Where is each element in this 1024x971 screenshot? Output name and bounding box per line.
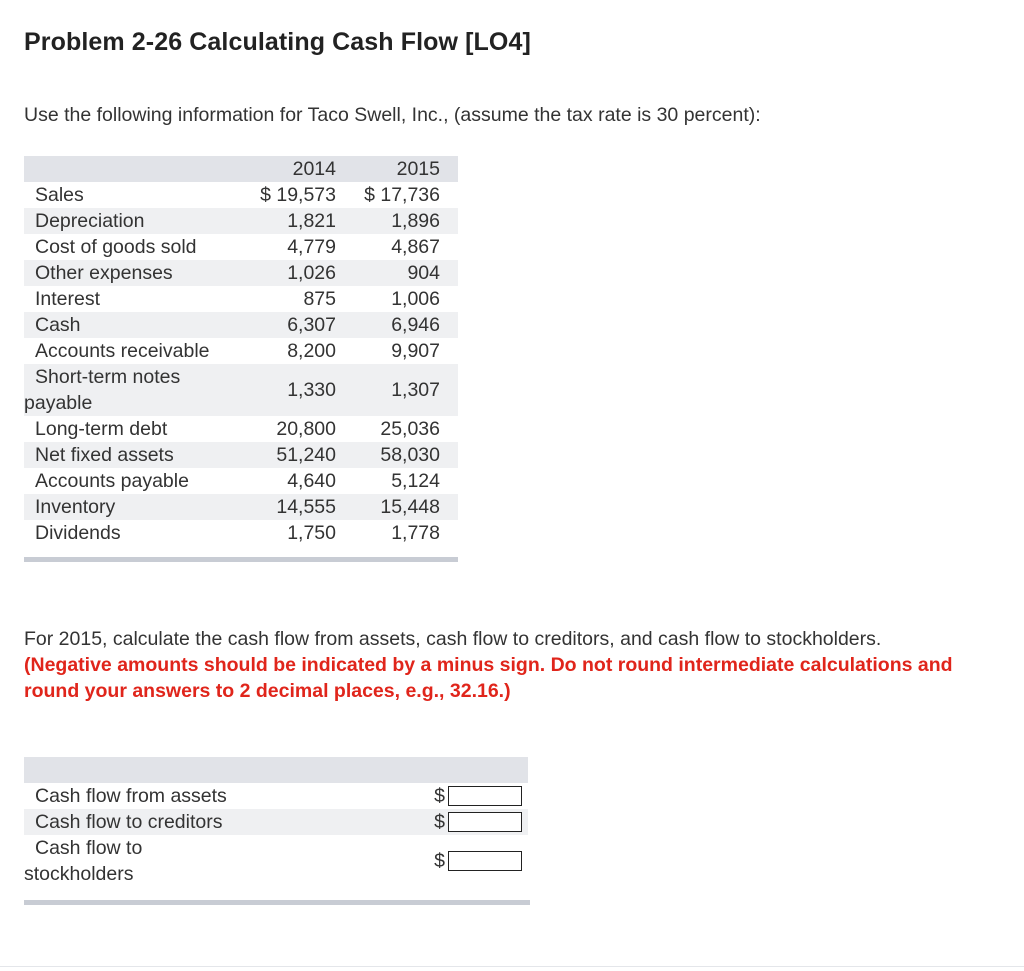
table-row [24,312,458,338]
value-2015: 6,946 [336,312,458,338]
table-row [24,286,458,312]
row-label: Interest [35,288,101,310]
dollar-sign: $ [425,809,448,835]
table-bottom-rule [24,557,458,562]
answer-table [24,757,528,887]
value-2014: 1,026 [238,260,336,286]
dollar-sign: $ [434,850,445,872]
answer-row-cash-flow-to-stockholders [24,835,528,887]
question-text: For 2015, calculate the cash flow from assets, cash flow to creditors, and cash flow to stockholders. [24,628,882,650]
answer-label-line-1: Cash flow to [35,837,143,859]
value-2014: 1,330 [238,364,336,416]
problem-title: Problem 2-26 Calculating Cash Flow [LO4] [24,28,531,56]
value-2014: 51,240 [238,442,336,468]
row-label [24,364,238,416]
row-label: Cash [24,312,238,338]
table-row [24,520,458,546]
table-row [24,182,458,208]
value-2014: $ 19,573 [260,184,336,206]
value-2014: 1,821 [238,208,336,234]
value-2015: 15,448 [336,494,458,520]
table-row [24,364,458,416]
value-2015: 1,896 [336,208,458,234]
value-2015: 9,907 [391,340,440,362]
answer-header-row [24,757,528,783]
answer-label-line-2: stockholders [24,863,134,885]
answer-cell [448,783,528,809]
row-label: Net fixed assets [24,442,238,468]
row-label: Accounts receivable [35,340,210,362]
value-2014: 8,200 [287,340,336,362]
answer-label [24,835,425,887]
table-row [24,338,458,364]
dollar-sign: $ [434,785,445,807]
page-bottom-divider [0,966,1024,967]
table-row [24,468,458,494]
row-label-line-1: Short-term notes [35,366,181,388]
value-2015: 25,036 [380,418,440,440]
row-label: Cost of goods sold [35,236,197,258]
value-2015: 1,307 [336,364,458,416]
table-row [24,260,458,286]
row-label: Accounts payable [35,470,189,492]
answer-header-spacer [24,757,425,783]
value-2014: 1,750 [287,522,336,544]
intro-text: Use the following information for Taco Swell, Inc., (assume the tax rate is 30 percent): [24,104,761,126]
year-2014-header: 2014 [238,156,336,182]
question-block [24,626,964,704]
value-2014: 6,307 [238,312,336,338]
cash-flow-to-creditors-input[interactable] [448,812,522,832]
value-2015: 58,030 [336,442,458,468]
financial-data-table [24,156,458,546]
value-2015: 5,124 [391,470,440,492]
value-2014: 14,555 [238,494,336,520]
row-label-line-2: payable [24,392,93,414]
answer-row-cash-flow-to-creditors [24,809,528,835]
answer-cell [448,835,528,887]
row-label: Long-term debt [35,418,168,440]
value-2015: $ 17,736 [364,184,440,206]
row-label: Other expenses [24,260,238,286]
answer-header-spacer [448,757,528,783]
table-row [24,208,458,234]
table-row [24,494,458,520]
value-2015: 904 [336,260,458,286]
table-row [24,234,458,260]
year-2015-header: 2015 [336,156,458,182]
answer-label: Cash flow from assets [35,785,227,807]
table-header-row [24,156,458,182]
answer-cell [448,809,528,835]
cash-flow-from-assets-input[interactable] [448,786,522,806]
value-2014: 4,640 [287,470,336,492]
row-label: Inventory [24,494,238,520]
answer-label: Cash flow to creditors [24,809,425,835]
row-label: Sales [35,184,84,206]
value-2014: 20,800 [276,418,336,440]
table-row [24,416,458,442]
value-2014: 4,779 [287,236,336,258]
answer-row-cash-flow-from-assets [24,783,528,809]
answer-bottom-rule [24,900,530,905]
value-2015: 4,867 [391,236,440,258]
table-row [24,442,458,468]
rounding-instructions: (Negative amounts should be indicated by a minus sign. Do not round intermediate calculations and round your answers to 2 decimal places, e.g., 32.16.) [24,654,953,702]
value-2014: 875 [303,288,336,310]
value-2015: 1,006 [391,288,440,310]
value-2015: 1,778 [391,522,440,544]
answer-header-spacer [425,757,448,783]
row-label: Dividends [35,522,121,544]
row-label: Depreciation [24,208,238,234]
cash-flow-to-stockholders-input[interactable] [448,851,522,871]
header-spacer [24,156,238,182]
